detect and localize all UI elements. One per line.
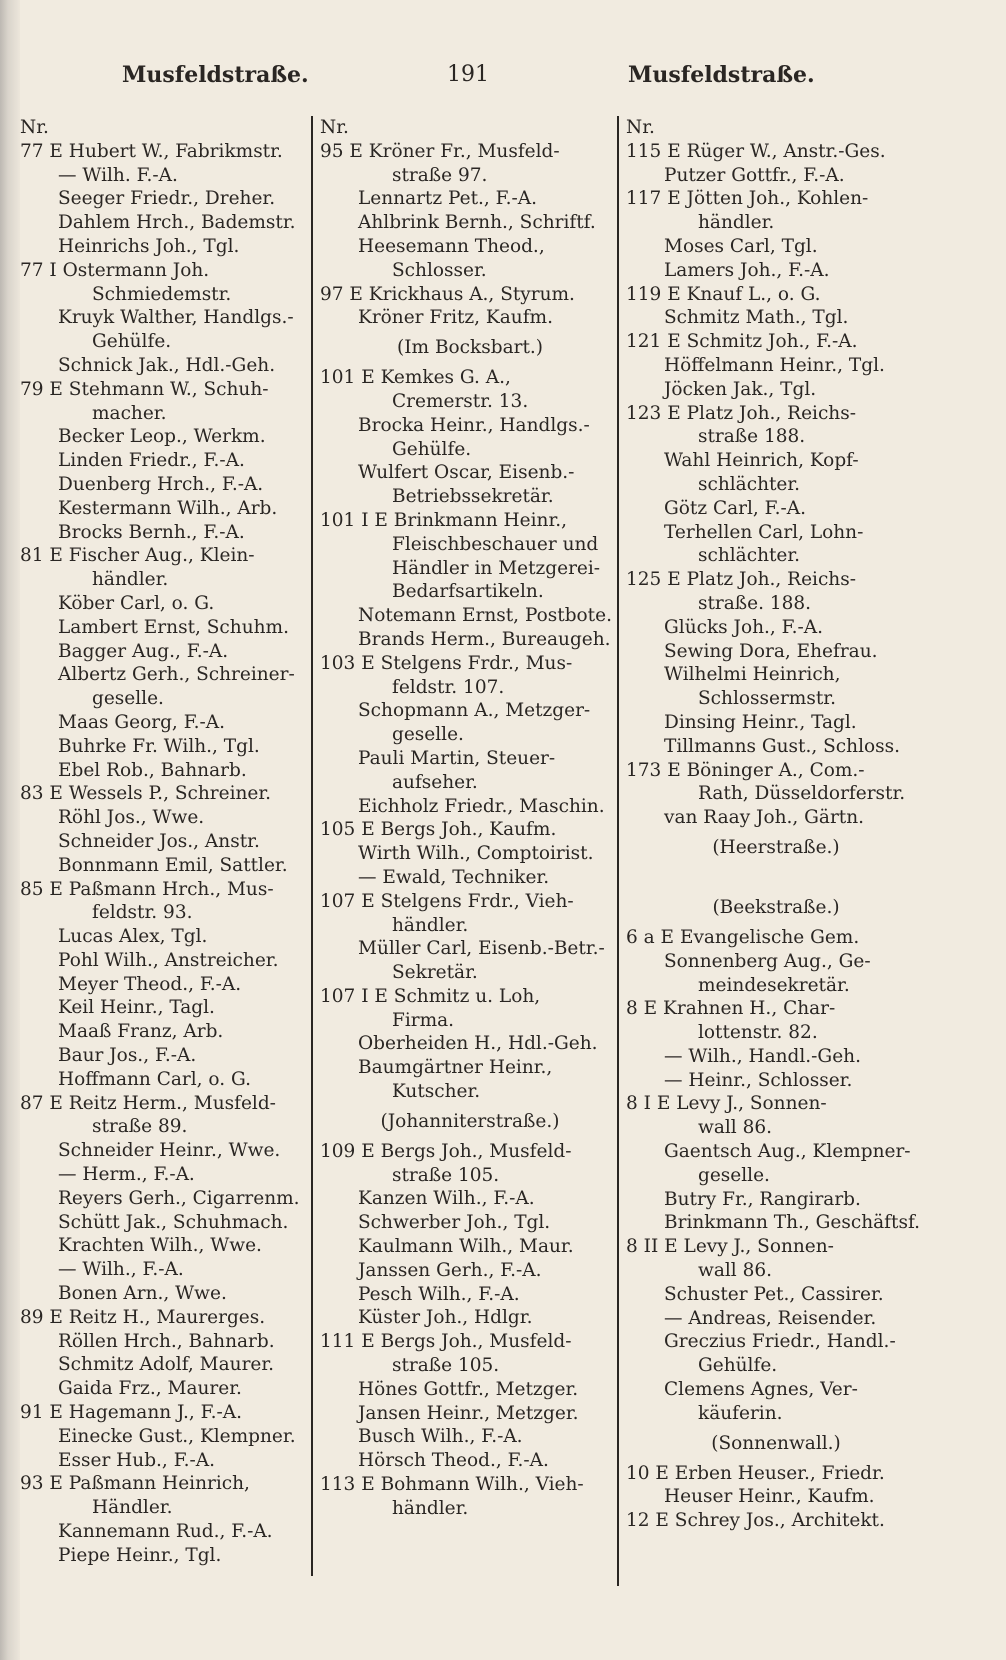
entry-line: Seeger Friedr., Dreher. [58,188,276,210]
entry-line: Sonnenberg Aug., Ge- [664,950,871,972]
entry-line: 119 E Knauf L., o. G. [626,283,821,305]
entry-line: Lambert Ernst, Schuhm. [58,616,289,638]
column-2 [320,116,620,1521]
entry-line: Oberheiden H., Hdl.-Geh. [358,1033,598,1055]
entry-line: straße 97. [392,164,488,186]
entry-line: Götz Carl, F.-A. [664,497,807,519]
entry-line: Moses Carl, Tgl. [664,235,818,257]
spacer [626,866,926,890]
entry-line: Kruyk Walther, Handlgs.- [58,307,294,329]
entry-line: lottenstr. 82. [698,1022,818,1044]
entry-line: Kestermann Wilh., Arb. [58,497,278,519]
entry-line: Nr. [320,117,349,138]
entry-line: Jöcken Jak., Tgl. [664,378,817,400]
entry-line: 8 E Krahnen H., Char- [626,998,836,1020]
entry-line: Brands Herm., Bureaugeh. [358,628,611,650]
entry-line: 91 E Hagemann J., F.-A. [20,1402,242,1424]
entry-line: Röhl Jos., Wwe. [58,807,205,829]
entry-line: wall 86. [698,1117,772,1139]
entry-line: Schneider Heinr., Wwe. [58,1140,281,1162]
entry-line: Terhellen Carl, Lohn- [664,521,864,543]
entry-line: 8 II E Levy J., Sonnen- [626,1236,834,1258]
entry-line: Putzer Gottfr., F.-A. [664,164,845,186]
entry-line: Gehülfe. [698,1355,778,1377]
entry-line: Händler in Metzgerei- [392,557,601,579]
entry-line: händler. [392,1497,469,1519]
entry-line: 87 E Reitz Herm., Musfeld- [20,1092,276,1114]
entry-line: Schwerber Joh., Tgl. [358,1212,551,1234]
entry-line: 79 E Stehmann W., Schuh- [20,378,269,400]
column-rule-2 [617,116,619,1586]
entry-line: Einecke Gust., Klempner. [58,1425,296,1447]
entry-line: Bonen Arn., Wwe. [58,1283,227,1305]
entry-line: straße 188. [698,426,806,448]
entry-line: Hönes Gottfr., Metzger. [358,1378,579,1400]
entry-line: 123 E Platz Joh., Reichs- [626,402,856,424]
entry-line: Schuster Pet., Cassirer. [664,1283,884,1305]
entry-line: Kutscher. [392,1081,481,1103]
entry-line: 107 I E Schmitz u. Loh, [320,985,541,1007]
entry-line: — Wilh. F.-A. [58,164,178,186]
entry-line: Tillmanns Gust., Schloss. [664,735,901,757]
column-1 [20,116,310,1568]
entry-line: Maas Georg, F.-A. [58,711,226,733]
entry-line: — Wilh., F.-A. [58,1259,184,1281]
entry-line: Schnick Jak., Hdl.-Geh. [58,354,276,376]
section-heading: (Heerstraße.) [712,836,840,858]
running-title-left: Musfeldstraße. [122,62,309,88]
entry-line: geselle. [698,1164,770,1186]
entry-line: Baur Jos., F.-A. [58,1045,197,1067]
entry-line: Dahlem Hrch., Bademstr. [58,212,296,234]
entry-line: Glücks Joh., F.-A. [664,616,823,638]
column-rule-1 [311,116,313,1576]
entry-line: Janssen Gerh., F.-A. [358,1259,542,1281]
entry-line: Meyer Theod., F.-A. [58,973,242,995]
entry-line: 113 E Bohmann Wilh., Vieh- [320,1474,584,1496]
entry-line: Höffelmann Heinr., Tgl. [664,354,885,376]
book-spine-shadow [0,0,20,1660]
running-title-right: Musfeldstraße. [628,62,815,88]
entry-line: Brocka Heinr., Handlgs.- [358,414,590,436]
page-number: 191 [447,62,489,87]
entry-line: Hörsch Theod., F.-A. [358,1450,549,1472]
column-3 [626,116,926,1533]
entry-line: Heinrichs Joh., Tgl. [58,235,240,257]
entry-line: 83 E Wessels P., Schreiner. [20,783,272,805]
section-heading: (Im Bocksbart.) [397,337,543,359]
entry-line: 107 E Stelgens Frdr., Vieh- [320,890,574,912]
entry-line: händler. [92,569,169,591]
entry-line: Nr. [626,117,655,138]
entry-line: wall 86. [698,1260,772,1282]
entry-line: händler. [392,914,469,936]
entry-line: 8 I E Levy J., Sonnen- [626,1093,827,1115]
entry-line: Becker Leop., Werkm. [58,426,266,448]
entry-line: Lucas Alex, Tgl. [58,926,208,948]
entry-line: 85 E Paßmann Hrch., Mus- [20,878,274,900]
entry-line: straße 105. [392,1355,500,1377]
entry-line: — Andreas, Reisender. [664,1307,877,1329]
entry-line: aufseher. [392,771,478,793]
entry-line: Brocks Bernh., F.-A. [58,521,245,543]
entry-line: 121 E Schmitz Joh., F.-A. [626,331,858,353]
entry-line: Gehülfe. [392,438,472,460]
entry-line: Baumgärtner Heinr., [358,1057,553,1079]
entry-line: 105 E Bergs Joh., Kaufm. [320,819,557,841]
entry-line: macher. [92,402,167,424]
entry-line: straße. 188. [698,592,812,614]
entry-line: — Heinr., Schlosser. [664,1069,853,1091]
entry-line: Esser Hub., F.-A. [58,1449,216,1471]
entry-line: — Ewald, Techniker. [358,866,550,888]
entry-line: Kröner Fritz, Kaufm. [358,307,553,329]
entry-line: 97 E Krickhaus A., Styrum. [320,283,575,305]
entry-line: — Herm., F.-A. [58,1164,195,1186]
entry-line: Bagger Aug., F.-A. [58,640,229,662]
entry-line: Piepe Heinr., Tgl. [58,1544,222,1566]
section-heading: (Johanniterstraße.) [380,1110,560,1132]
entry-line: geselle. [392,724,464,746]
entry-line: Ahlbrink Bernh., Schriftf. [358,212,596,234]
entry-line: Betriebssekretär. [392,486,554,508]
entry-line: Müller Carl, Eisenb.-Betr.- [358,938,605,960]
entry-line: Wilhelmi Heinrich, [664,664,841,686]
entry-line: Butry Fr., Rangirarb. [664,1188,861,1210]
entry-line: Greczius Friedr., Handl.- [664,1331,896,1353]
entry-line: Lennartz Pet., F.-A. [358,188,537,210]
entry-line: 103 E Stelgens Frdr., Mus- [320,652,573,674]
entry-line: Wulfert Oscar, Eisenb.- [358,462,575,484]
entry-line: schlächter. [698,545,801,567]
entry-line: Köber Carl, o. G. [58,592,215,614]
entry-line: Kaulmann Wilh., Maur. [358,1236,574,1258]
entry-line: Wirth Wilh., Comptoirist. [358,843,594,865]
entry-line: Gaentsch Aug., Klempner- [664,1141,911,1163]
entry-line: Notemann Ernst, Postbote. [358,605,612,627]
entry-line: Schopmann A., Metzger- [358,700,591,722]
entry-line: 125 E Platz Joh., Reichs- [626,569,856,591]
entry-line: schlächter. [698,473,801,495]
entry-line: Hoffmann Carl, o. G. [58,1068,251,1090]
entry-line: händler. [698,212,775,234]
entry-line: Schneider Jos., Anstr. [58,830,260,852]
entry-line: Pohl Wilh., Anstreicher. [58,949,279,971]
entry-line: Pesch Wilh., F.-A. [358,1283,520,1305]
entry-line: Firma. [392,1009,455,1031]
entry-line: Heesemann Theod., [358,235,545,257]
entry-line: geselle. [92,688,164,710]
entry-line: 77 E Hubert W., Fabrikmstr. [20,140,283,162]
page-header [0,62,1006,98]
entry-line: Lamers Joh., F.-A. [664,259,830,281]
entry-line: Sewing Dora, Ehefrau. [664,640,878,662]
entry-line: 101 I E Brinkmann Heinr., [320,509,568,531]
entry-line: 77 I Ostermann Joh. [20,259,210,281]
entry-line: Eichholz Friedr., Maschin. [358,795,605,817]
entry-line: Kanzen Wilh., F.-A. [358,1188,535,1210]
entry-line: Bonnmann Emil, Sattler. [58,854,288,876]
entry-line: Gehülfe. [92,331,172,353]
entry-line: 89 E Reitz H., Maurerges. [20,1306,266,1328]
entry-line: Cremerstr. 13. [392,390,529,412]
entry-line: Heuser Heinr., Kaufm. [664,1486,875,1508]
entry-line: Krachten Wilh., Wwe. [58,1235,262,1257]
entry-line: Gaida Frz., Maurer. [58,1378,242,1400]
entry-line: 10 E Erben Heuser., Friedr. [626,1462,885,1484]
entry-line: Rath, Düsseldorferstr. [698,783,906,805]
entry-line: 101 E Kemkes G. A., [320,367,511,389]
entry-line: 109 E Bergs Joh., Musfeld- [320,1140,572,1162]
entry-line: 173 E Böninger A., Com.- [626,759,865,781]
entry-line: Keil Heinr., Tagl. [58,997,215,1019]
entry-line: Ebel Rob., Bahnarb. [58,759,247,781]
entry-line: Dinsing Heinr., Tagl. [664,711,857,733]
entry-line: 93 E Paßmann Heinrich, [20,1473,250,1495]
entry-line: Clemens Agnes, Ver- [664,1379,858,1401]
section-heading: (Beekstraße.) [712,896,840,918]
entry-line: Schmiedemstr. [92,283,232,305]
entry-line: straße 89. [92,1116,188,1138]
entry-line: Duenberg Hrch., F.-A. [58,473,264,495]
entry-line: Schlosser. [392,259,487,281]
entry-line: 115 E Rüger W., Anstr.-Ges. [626,140,886,162]
entry-line: Schmitz Adolf, Maurer. [58,1354,275,1376]
entry-line: 95 E Kröner Fr., Musfeld- [320,140,560,162]
entry-line: straße 105. [392,1164,500,1186]
entry-line: Röllen Hrch., Bahnarb. [58,1330,275,1352]
entry-line: Linden Friedr., F.-A. [58,450,245,472]
entry-line: Küster Joh., Hdlgr. [358,1307,533,1329]
entry-line: Buhrke Fr. Wilh., Tgl. [58,735,260,757]
entry-line: feldstr. 107. [392,676,505,698]
entry-line: 117 E Jötten Joh., Kohlen- [626,188,869,210]
entry-line: 6 a E Evangelische Gem. [626,926,860,948]
entry-line: 12 E Schrey Jos., Architekt. [626,1510,885,1532]
entry-line: Sekretär. [392,962,478,984]
entry-line: meindesekretär. [698,974,850,996]
entry-line: Albertz Gerh., Schreiner- [58,664,295,686]
entry-line: Fleischbeschauer und [392,533,599,555]
entry-line: Reyers Gerh., Cigarrenm. [58,1187,300,1209]
entry-line: Pauli Martin, Steuer- [358,747,556,769]
entry-line: van Raay Joh., Gärtn. [664,807,865,829]
entry-line: Wahl Heinrich, Kopf- [664,450,859,472]
section-heading: (Sonnenwall.) [711,1432,841,1454]
entry-line: Brinkmann Th., Geschäftsf. [664,1212,921,1234]
entry-line: Schlossermstr. [698,688,836,710]
entry-line: Schmitz Math., Tgl. [664,307,849,329]
entry-line: Händler. [92,1497,173,1519]
entry-line: Maaß Franz, Arb. [58,1021,224,1043]
entry-line: Busch Wilh., F.-A. [358,1426,523,1448]
entry-line: 81 E Fischer Aug., Klein- [20,545,255,567]
entry-line: Kannemann Rud., F.-A. [58,1521,273,1543]
entry-line: Nr. [20,117,49,138]
entry-line: — Wilh., Handl.-Geh. [664,1045,861,1067]
entry-line: 111 E Bergs Joh., Musfeld- [320,1331,572,1353]
entry-line: Jansen Heinr., Metzger. [358,1402,579,1424]
entry-line: feldstr. 93. [92,902,193,924]
entry-line: Schütt Jak., Schuhmach. [58,1211,289,1233]
entry-line: käuferin. [698,1402,783,1424]
entry-line: Bedarfsartikeln. [392,581,544,603]
